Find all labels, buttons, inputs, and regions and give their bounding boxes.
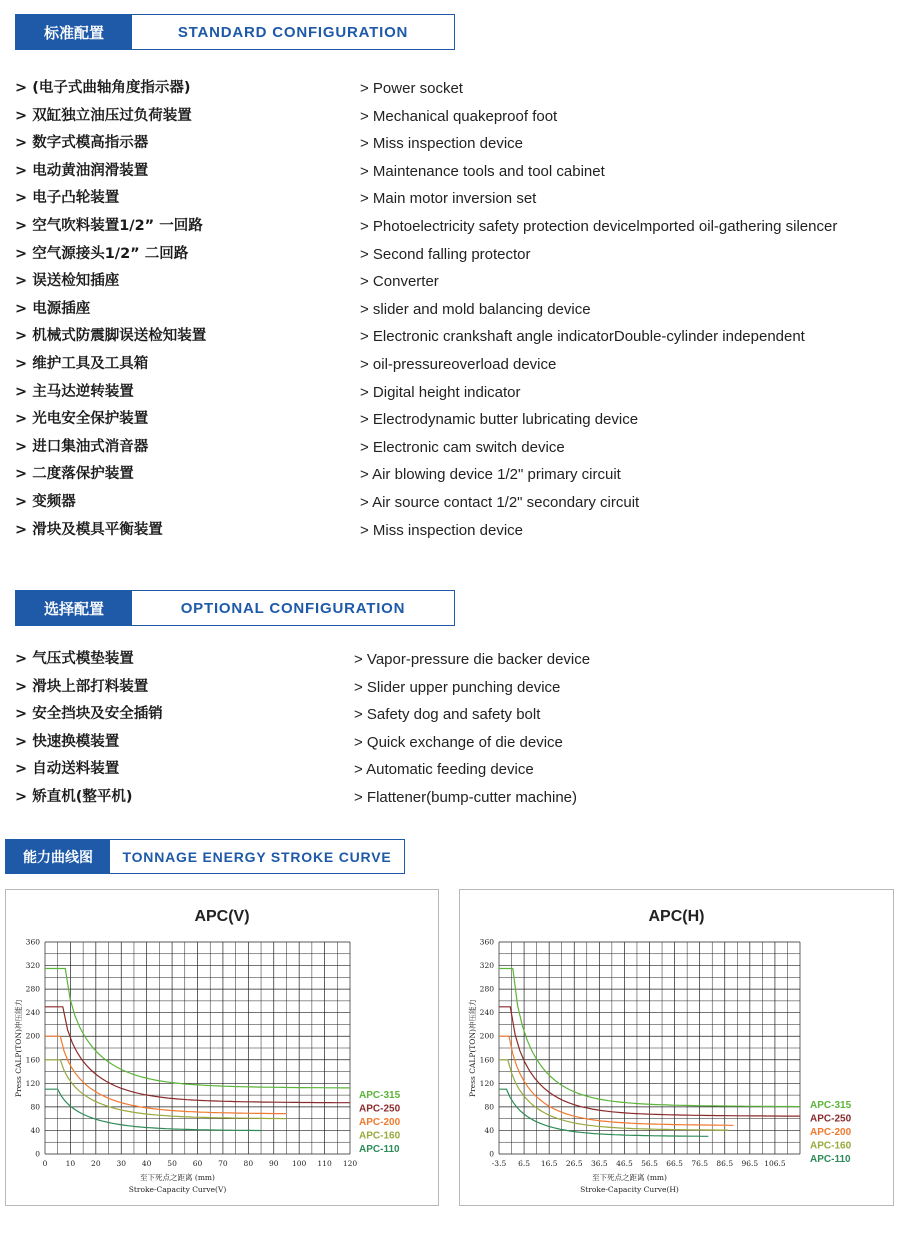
standard-item-en: > Miss inspection device (360, 135, 523, 153)
x-tick-label: 6.5 (518, 1159, 531, 1168)
y-tick-label: 240 (25, 1008, 40, 1018)
legend-item: APC-315 (810, 1100, 852, 1111)
standard-item-zh: > 电动黄油润滑装置 (15, 162, 149, 179)
standard-item-en: > Photoelectricity safety protection devicelmported oil-gathering silencer (360, 217, 838, 235)
x-tick-label: 106.5 (764, 1159, 786, 1168)
standard-item-zh: > 二度落保护装置 (15, 466, 134, 483)
legend-item: APC-200 (359, 1117, 401, 1128)
standard-item-zh: > 机械式防震脚误送检知装置 (15, 328, 207, 345)
y-tick-label: 200 (479, 1031, 494, 1041)
optional-item-en: > Automatic feeding device (354, 761, 534, 779)
curve-title-en: TONNAGE ENERGY STROKE CURVE (122, 848, 392, 865)
legend-item: APC-315 (359, 1090, 401, 1101)
optional-config-list-zh (15, 646, 163, 812)
legend-item: APC-110 (359, 1144, 400, 1155)
x-tick-label: -3.5 (491, 1159, 507, 1168)
x-axis-caption: Stroke-Capacity Curve(H) (580, 1185, 679, 1194)
y-tick-label: 320 (479, 961, 494, 971)
optional-item-en: > Vapor-pressure die backer device (354, 651, 591, 668)
standard-item-zh: > (电子式曲轴角度指示器) (15, 80, 191, 96)
standard-item-en: > oil-pressureoverload device (360, 355, 557, 373)
x-tick-label: 30 (116, 1159, 127, 1168)
optional-config-title-en: OPTIONAL CONFIGURATION (180, 599, 406, 617)
x-tick-label: 60 (192, 1159, 203, 1168)
standard-item-en: > Air blowing device 1/2" primary circuit (360, 466, 621, 484)
standard-config-title-zh: 标准配置 (16, 15, 132, 49)
standard-config-title-en: STANDARD CONFIGURATION (177, 23, 409, 41)
y-tick-label: 80 (30, 1102, 40, 1112)
standard-config-list-zh (15, 75, 206, 544)
standard-config-list-en (360, 75, 837, 544)
legend-item: APC-160 (359, 1130, 401, 1142)
y-tick-label: 160 (479, 1055, 494, 1065)
chart-title: APC(V) (194, 908, 250, 925)
standard-item-zh: > 光电安全保护装置 (15, 411, 149, 428)
standard-item-en: > Electronic crankshaft angle indicatorDouble-cylinder independent (360, 328, 805, 346)
x-tick-label: 46.5 (616, 1159, 633, 1168)
standard-item-zh: > 空气源接头1/2” 二回路 (15, 245, 189, 262)
optional-item-en: > Quick exchange of die device (354, 733, 563, 751)
y-tick-label: 40 (30, 1125, 40, 1135)
grid (45, 942, 350, 1154)
y-tick-label: 280 (25, 984, 40, 994)
y-tick-label: 280 (479, 984, 494, 994)
x-axis-caption: Stroke-Capacity Curve(V) (128, 1185, 227, 1194)
standard-item-zh: > 电源插座 (15, 300, 91, 317)
y-axis-label: Press CALP(TON)冲压能力 (14, 999, 23, 1097)
chart-title: APC(H) (648, 908, 705, 925)
curve-header (5, 839, 405, 874)
standard-item-en: > Maintenance tools and tool cabinet (360, 162, 605, 180)
optional-item-zh: > 安全挡块及安全插销 (15, 706, 163, 723)
optional-item-en: > Safety dog and safety bolt (354, 706, 541, 724)
x-tick-label: 120 (342, 1159, 358, 1168)
standard-item-zh: > 滑块及模具平衡装置 (15, 521, 163, 538)
y-tick-label: 0 (489, 1149, 494, 1159)
x-tick-label: 70 (218, 1159, 228, 1168)
x-tick-label: 66.5 (666, 1159, 683, 1168)
y-axis-label: Press CALP(TON)冲压能力 (468, 999, 477, 1097)
standard-item-en: > Digital height indicator (360, 383, 521, 401)
y-tick-label: 80 (484, 1102, 494, 1112)
x-tick-label: 26.5 (565, 1159, 583, 1168)
optional-config-title-zh: 选择配置 (16, 591, 132, 625)
x-tick-label: 10 (65, 1159, 76, 1168)
y-tick-label: 200 (25, 1031, 40, 1041)
legend-item: APC-160 (810, 1140, 852, 1152)
x-tick-label: 86.5 (716, 1159, 734, 1168)
legend-item: APC-250 (810, 1113, 852, 1125)
standard-item-en: > Air source contact 1/2" secondary circuit (360, 493, 640, 511)
x-tick-label: 110 (317, 1159, 332, 1168)
legend-item: APC-110 (810, 1154, 851, 1165)
chart-svg-apc-v (6, 890, 440, 1207)
x-tick-label: 90 (268, 1159, 279, 1168)
x-tick-label: 50 (167, 1159, 177, 1168)
legend-item: APC-200 (810, 1127, 852, 1138)
optional-item-zh: > 气压式模垫装置 (15, 651, 134, 667)
optional-item-zh: > 快速换模装置 (15, 733, 120, 750)
standard-item-zh: > 变频器 (15, 493, 76, 510)
x-tick-label: 40 (141, 1159, 152, 1168)
standard-item-en: > Electronic cam switch device (360, 438, 565, 456)
chart-svg-apc-h (460, 890, 895, 1207)
optional-item-zh: > 自动送料装置 (15, 761, 120, 778)
standard-config-header (15, 14, 455, 50)
y-tick-label: 360 (25, 937, 40, 947)
chart-apc-h (459, 889, 894, 1206)
standard-item-en: > Power socket (360, 80, 463, 97)
y-tick-label: 0 (35, 1149, 40, 1159)
y-tick-label: 120 (479, 1078, 494, 1088)
standard-item-en: > Miss inspection device (360, 521, 523, 539)
y-tick-label: 360 (479, 937, 494, 947)
standard-item-zh: > 数字式模高指示器 (15, 135, 149, 152)
standard-item-en: > Converter (360, 273, 439, 291)
optional-config-list-en (354, 646, 590, 812)
optional-config-header (15, 590, 455, 626)
standard-item-zh: > 主马达逆转装置 (15, 383, 134, 400)
x-axis-label: 至下死点之距离 (mm) (140, 1173, 215, 1182)
x-tick-label: 16.5 (540, 1159, 558, 1168)
standard-item-zh: > 双缸独立油压过负荷装置 (15, 107, 192, 124)
y-tick-label: 120 (25, 1078, 40, 1088)
y-tick-label: 240 (479, 1008, 494, 1018)
y-tick-label: 160 (25, 1055, 40, 1065)
standard-item-en: > Electrodynamic butter lubricating device (360, 411, 639, 429)
standard-item-zh: > 误送检知插座 (15, 273, 120, 290)
x-tick-label: 36.5 (590, 1159, 608, 1168)
x-tick-label: 76.5 (691, 1159, 709, 1168)
optional-item-en: > Flattener(bump-cutter machine) (354, 788, 578, 806)
standard-item-en: > slider and mold balancing device (360, 300, 591, 318)
standard-item-en: > Main motor inversion set (360, 190, 537, 208)
x-tick-label: 20 (91, 1159, 101, 1168)
standard-item-en: > Second falling protector (360, 245, 531, 263)
legend-item: APC-250 (359, 1103, 401, 1115)
curve-title-zh: 能力曲线图 (6, 840, 110, 873)
chart-apc-v (5, 889, 439, 1206)
x-tick-label: 56.5 (641, 1159, 658, 1168)
standard-item-zh: > 维护工具及工具箱 (15, 355, 149, 372)
x-tick-label: 80 (243, 1159, 254, 1168)
x-tick-label: 0 (42, 1159, 48, 1168)
optional-item-zh: > 滑块上部打料装置 (15, 678, 149, 695)
standard-item-en: > Mechanical quakeproof foot (360, 107, 558, 125)
grid (499, 942, 800, 1154)
optional-item-en: > Slider upper punching device (354, 678, 561, 696)
standard-item-zh: > 进口集油式消音器 (15, 438, 149, 455)
x-axis-label: 至下死点之距离 (mm) (592, 1173, 667, 1182)
optional-item-zh: > 矫直机(整平机) (15, 788, 133, 805)
x-tick-label: 100 (292, 1159, 307, 1168)
series-line-apc-110 (45, 1089, 261, 1130)
standard-item-zh: > 电子凸轮装置 (15, 190, 120, 207)
y-tick-label: 40 (484, 1125, 494, 1135)
y-tick-label: 320 (25, 961, 40, 971)
x-tick-label: 96.5 (741, 1159, 759, 1168)
standard-item-zh: > 空气吹料装置1/2” 一回路 (15, 217, 203, 234)
